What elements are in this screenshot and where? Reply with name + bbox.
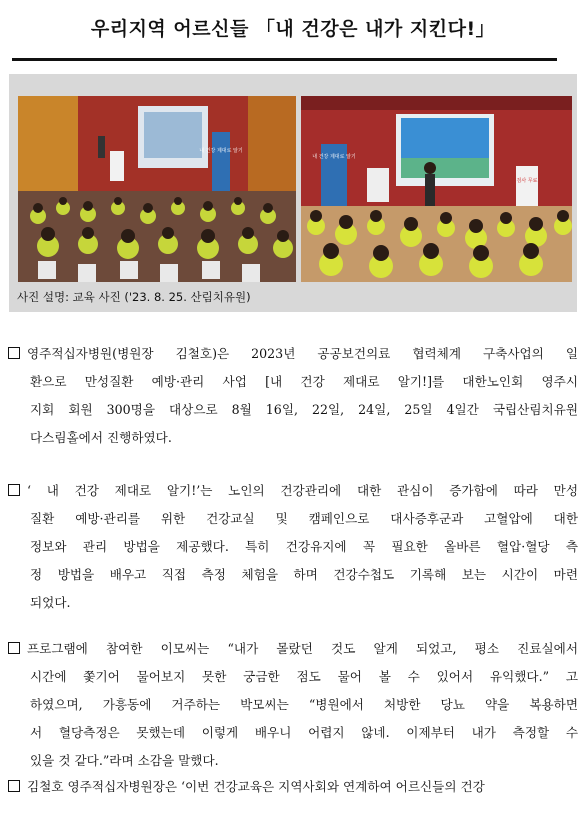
paragraph-line-text: 프로그램에 참여한 이모씨는 “내가 몰랐던 것도 알게 되었고, 평소 진료실에서 [27,641,578,656]
paragraph-line-text: 정보와 관리 방법을 제공했다. 특히 건강유지에 꼭 필요한 올바른 혈압·혈당 측 [30,539,578,554]
paragraph-line [8,340,578,368]
paragraph-line [8,747,578,775]
education-photo-right [301,96,572,282]
paragraph-line-text: 환으로 만성질환 예방·관리 사업 [내 건강 제대로 알기!]를 대한노인회 영주시 [30,374,578,389]
paragraph-3 [8,635,578,775]
document-title: 우리지역 어르신들 「내 건강은 내가 지킨다!」 [90,18,496,40]
bullet-checkbox-icon [8,642,20,654]
paragraph-line-text: ‘ 내 건강 제대로 알기!’는 노인의 건강관리에 대한 관심이 증가함에 따라 만성 [27,483,578,498]
title-underline [12,58,557,61]
paragraph-line [8,368,578,396]
right-banner-side-text: 검사 무료 [516,178,538,184]
paragraph-line [8,589,578,617]
paragraph-line [8,719,578,747]
paragraph-line [8,691,578,719]
paragraph-line-text: 질환 예방·관리를 위한 건강교실 및 캠페인으로 대사증후군과 고혈압에 대한 [30,511,578,526]
paragraph-2 [8,477,578,617]
paragraph-line-text: 있을 것 같다.”라며 소감을 말했다. [30,753,219,768]
paragraph-line-text: 김철호 영주적십자병원장은 ‘이번 건강교육은 지역사회와 연계하여 어르신들의 건강 [27,779,485,794]
paragraph-line-text: 지회 회원 300명을 대상으로 8월 16일, 22일, 24일, 25일 4일간 국립산림치유원 [30,402,578,417]
right-banner-top-text: 내 건강 제대로 알기 [312,154,356,160]
photo-caption: 사진 설명: 교육 사진 ('23. 8. 25. 산림치유원) [17,290,251,304]
paragraph-line [8,663,578,691]
bullet-checkbox-icon [8,780,20,792]
paragraph-line [8,635,578,663]
left-banner-text: 내 건강 제대로 알기 [199,148,243,154]
paragraph-line [8,561,578,589]
bullet-checkbox-icon [8,347,20,359]
paragraph-line [8,533,578,561]
paragraph-line [8,477,578,505]
photo-panel [9,74,577,312]
bullet-checkbox-icon [8,484,20,496]
paragraph-1 [8,340,578,452]
paragraph-line [8,424,578,452]
paragraph-line-text: 되었다. [30,595,71,610]
paragraph-line [8,505,578,533]
paragraph-line [8,396,578,424]
paragraph-line-text: 서 혈당측정은 못했는데 이렇게 배우니 어렵지 않네. 이제부터 내가 측정할 수 [30,725,578,740]
paragraph-line-text: 다스림홀에서 진행하였다. [30,430,172,445]
paragraph-line-text: 영주적십자병원(병원장 김철호)은 2023년 공공보건의료 협력체계 구축사업의 일 [27,346,578,361]
paragraph-line-text: 시간에 쫓기어 물어보지 못한 궁금한 점도 물어 볼 수 있어서 유익했다.” 고 [30,669,578,684]
paragraph-line-text: 하였으며, 가흥동에 거주하는 박모씨는 “병원에서 처방한 당뇨 약을 복용하면 [30,697,578,712]
paragraph-4 [8,773,578,801]
education-photo-left [18,96,296,282]
paragraph-line [8,773,578,801]
paragraph-line-text: 정 방법을 배우고 직접 측정 체험을 하며 건강수첩도 기록해 보는 시간이 마련 [30,567,578,582]
